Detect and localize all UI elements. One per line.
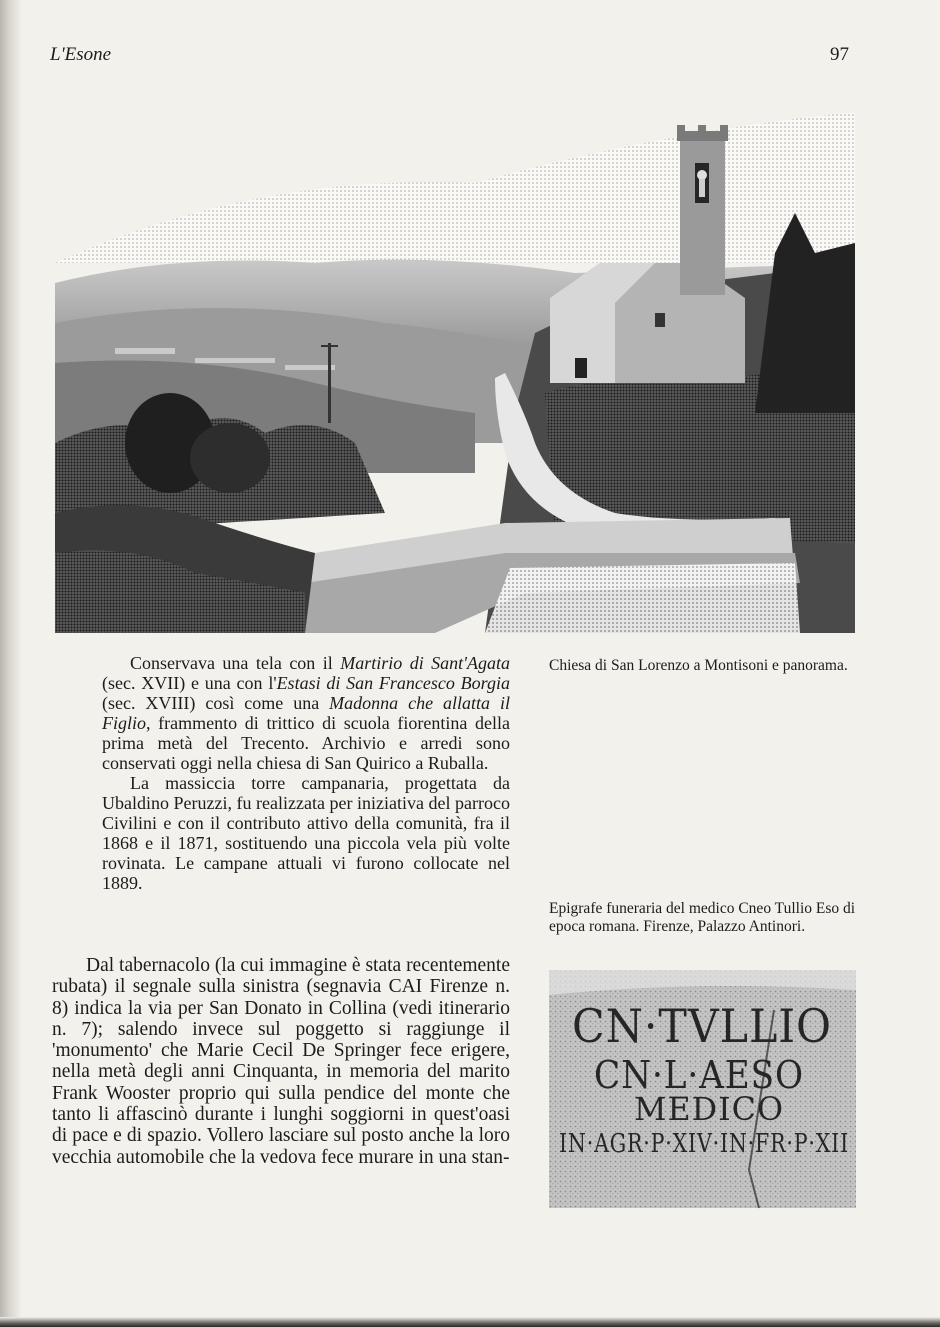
roman-epigraph-photo [549, 970, 856, 1208]
artwork-title: Madonna che allatta il Figlio [102, 693, 510, 733]
inscription-line-1: CN·TVLLIO [572, 999, 832, 1053]
page-bottom-edge [0, 1317, 940, 1327]
text-run: (sec. XVII) e una con l' [102, 673, 277, 693]
inscription-line-4: IN·AGR·P·XIV·IN·FR·P·XII [559, 1129, 849, 1159]
text-run: , frammento di trittico di scuola fiorentina della prima metà del Trecento. Archivio e arredi sono conservati oggi nella chiesa di San Quirico a Ruballa. [102, 713, 510, 773]
artwork-title: Estasi di San Francesco Borgia [276, 673, 510, 693]
epigraph-caption: Epigrafe funeraria del medico Cneo Tullio Eso di epoca romana. Firenze, Palazzo Antinori. [549, 900, 856, 935]
paragraph-artworks [102, 653, 510, 773]
text-run: (sec. XVIII) così come una [102, 693, 330, 713]
inscription-line-3: MEDICO [634, 1090, 784, 1128]
photo-caption: Chiesa di San Lorenzo a Montisoni e panorama. [549, 657, 848, 674]
inscription-line-2: CN·L·AESO [594, 1053, 804, 1097]
text-run: Conservava una tela con il [130, 653, 341, 673]
paragraph-bell-tower: La massiccia torre campanaria, progettata da Ubaldino Peruzzi, fu realizzata per iniziativa del parroco Civilini e con il contributo attivo della comunità, fra il 1868 e il 1871, sostituendo una piccola vela più volte rovinata. Le campane attuali vi furono collocate nel 1889. [102, 773, 510, 893]
church-landscape-photo [55, 113, 855, 633]
page-gutter-shadow [0, 0, 22, 1327]
page-number: 97 [830, 44, 849, 65]
artwork-title: Martirio di Sant'Agata [340, 653, 511, 673]
main-text [52, 955, 510, 1168]
running-head: L'Esone [50, 44, 112, 65]
church-description [102, 653, 510, 893]
paragraph-tabernacle: Dal tabernacolo (la cui immagine è stata recentemente rubata) il segnale sulla sinistra (segnavia CAI Firenze n. 8) indica la via per San Donato in Collina (vedi itinerario n. 7); salendo invece sul poggetto si raggiunge il 'monumento' che Marie Cecil De Springer fece erigere, nella metà degli anni Cinquanta, in memoria del marito Frank Wooster proprio qui sulla pendice del monte che tanto li affascinò durante i lunghi soggiorni in quest'oasi di pace e di spazio. Vollero lasciare sul posto anche la loro vecchia automobile che la vedova fece murare in una stan- [52, 955, 510, 1168]
